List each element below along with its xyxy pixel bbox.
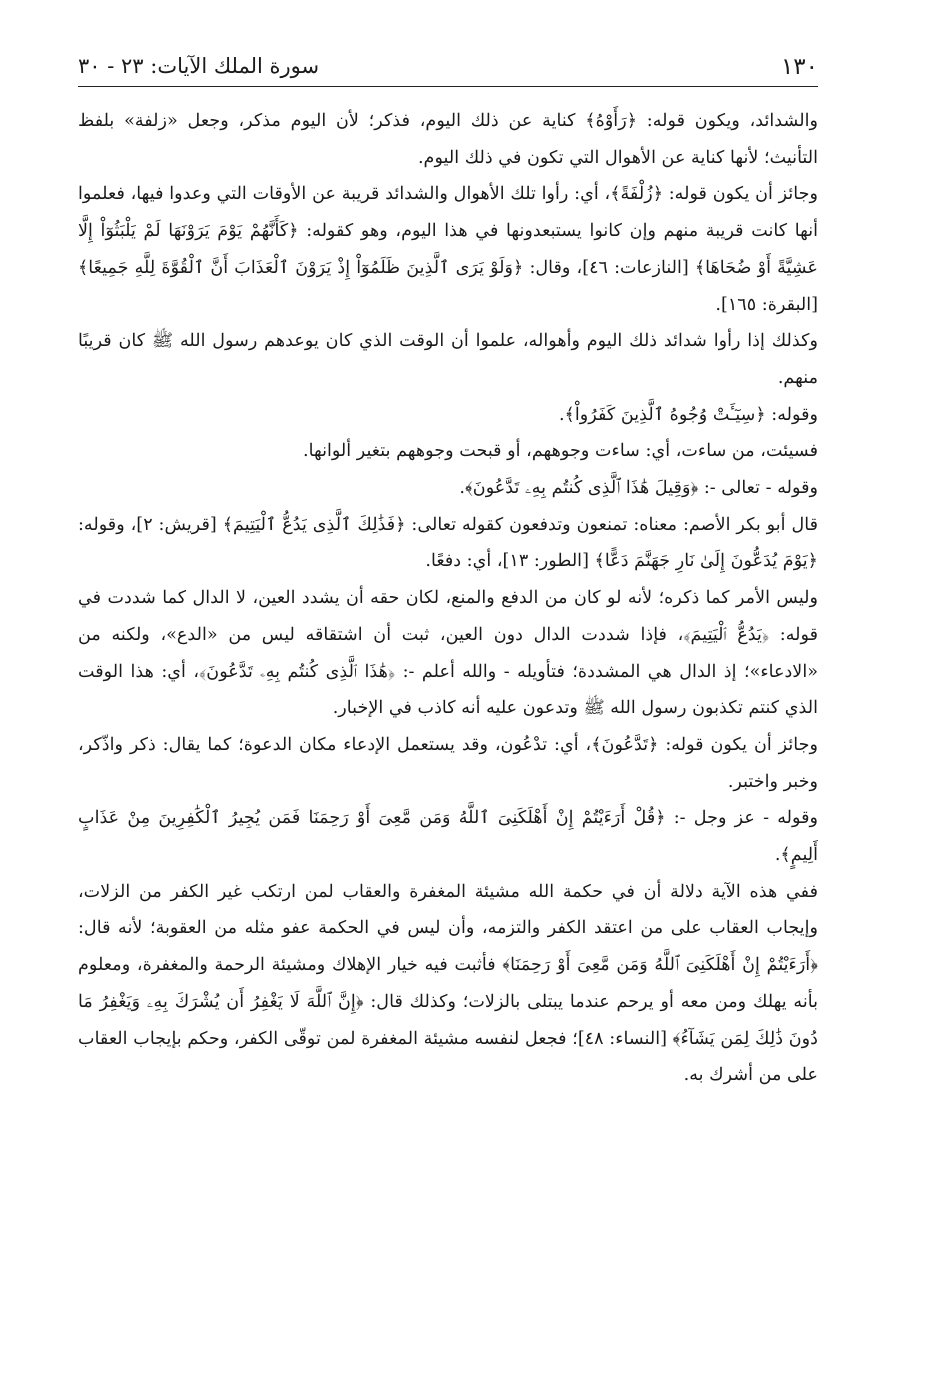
paragraph: وقوله - تعالى -: ﴿وَقِيلَ هَٰذَا ٱلَّذِى كُنتُم بِهِۦ تَدَّعُونَ﴾. [459,478,818,499]
page-header [78,52,818,87]
book-page [78,52,818,1094]
paragraph: وقوله - عز وجل -: ﴿قُلْ أَرَءَيْتُمْ إِنْ أَهْلَكَنِىَ ٱللَّهُ وَمَن مَّعِىَ أَوْ رَحِمَنَا فَمَن يُجِيرُ ٱلْكَٰفِرِينَ مِنْ عَذَابٍ أَلِيمٍ﴾. [78,808,818,866]
running-title: سورة الملك الآيات: ٢٣ - ٣٠ [78,54,320,78]
paragraph: وجائز أن يكون قوله: ﴿زُلْفَةً﴾، أي: رأوا تلك الأهوال والشدائد قريبة عن الأوقات التي وعدوا فيها، فعلموا أنها كانت قريبة منهم وإن كانوا يستبعدونها في هذا اليوم، وهو كقوله: ﴿كَأَنَّهُمْ يَوْمَ يَرَوْنَهَا لَمْ يَلْبَثُوٓاْ إِلَّا عَشِيَّةً أَوْ ضُحَاهَا﴾ [النازعات: ٤٦]، وقال: ﴿وَلَوْ يَرَى ٱلَّذِينَ ظَلَمُوٓاْ إِذْ يَرَوْنَ ٱلْعَذَابَ أَنَّ ٱلْقُوَّةَ لِلَّهِ جَمِيعًا﴾ [البقرة: ١٦٥]. [78,184,819,315]
paragraph: وقوله: ﴿سِيٓـَٔتْ وُجُوهُ ٱلَّذِينَ كَفَرُواْ﴾. [558,404,818,425]
paragraph: وكذلك إذا رأوا شدائد ذلك اليوم وأهواله، علموا أن الوقت الذي كان يوعدهم رسول الله ﷺ كان قريبًا منهم. [78,331,818,388]
paragraph: ففي هذه الآية دلالة أن في حكمة الله مشيئة المغفرة والعقاب لمن ارتكب غير الكفر من الزلات، وإيجاب العقاب على من اعتقد الكفر والتزمه، وأن ليس في الحكمة عفو مثله من العقوبة؛ لأنه قال: ﴿أَرَءَيْتُمْ إِنْ أَهْلَكَنِىَ ٱللَّهُ وَمَن مَّعِىَ أَوْ رَحِمَنَا﴾ فأثبت فيه خيار الإهلاك ومشيئة الرحمة والمغفرة، ومعلوم بأنه يهلك ومن معه أو يرحم عندما يبتلى بالزلات؛ وكذلك قال: ﴿إِنَّ ٱللَّهَ لَا يَغْفِرُ أَن يُشْرَكَ بِهِۦ وَيَغْفِرُ مَا دُونَ ذَٰلِكَ لِمَن يَشَآءُ﴾ [النساء: ٤٨]؛ فجعل لنفسه مشيئة المغفرة لمن توقّى الكفر، وحكم بإيجاب العقاب على من أشرك به. [78,881,818,1086]
paragraph: وجائز أن يكون قوله: ﴿تَدَّعُونَ﴾، أي: تدْعُون، وقد يستعمل الإدعاء مكان الدعوة؛ كما يقال: ذكر واذّكر، وخبر واختبر. [78,734,818,792]
paragraph: والشدائد، ويكون قوله: ﴿رَأَوْهُ﴾ كناية عن ذلك اليوم، فذكر؛ لأن اليوم مذكر، وجعل «زلفة» بلفظ التأنيث؛ لأنها كناية عن الأهوال التي تكون في ذلك اليوم. [78,111,818,168]
page-number: ١٣٠ [780,54,818,80]
paragraph: وليس الأمر كما ذكره؛ لأنه لو كان من الدفع والمنع، لكان حقه أن يشدد العين، لا الدال كما شددت في قوله: ﴿يَدُعُّ ٱلْيَتِيمَ﴾، فإذا شددت الدال دون العين، ثبت أن اشتقاقه ليس من «الدع»، ولكنه من «الادعاء»؛ إذ الدال هي المشددة؛ فتأويله - والله أعلم -: ﴿هَٰذَا ٱلَّذِى كُنتُم بِهِۦ تَدَّعُونَ﴾، أي: هذا الوقت الذي كنتم تكذبون رسول الله ﷺ وتدعون عليه أنه كاذب في الإخبار. [78,588,818,719]
paragraph: قال أبو بكر الأصم: معناه: تمنعون وتدفعون كقوله تعالى: ﴿فَذَٰلِكَ ٱلَّذِى يَدُعُّ ٱلْيَتِيمَ﴾ [قريش: ٢]، وقوله: ﴿يَوْمَ يُدَعُّونَ إِلَىٰ نَارِ جَهَنَّمَ دَعًّا﴾ [الطور: ١٣]، أي: دفعًا. [78,514,818,572]
page-body [78,103,818,1094]
paragraph: فسيئت، من ساءت، أي: ساءت وجوههم، أو قبحت وجوههم بتغير ألوانها. [303,441,818,462]
